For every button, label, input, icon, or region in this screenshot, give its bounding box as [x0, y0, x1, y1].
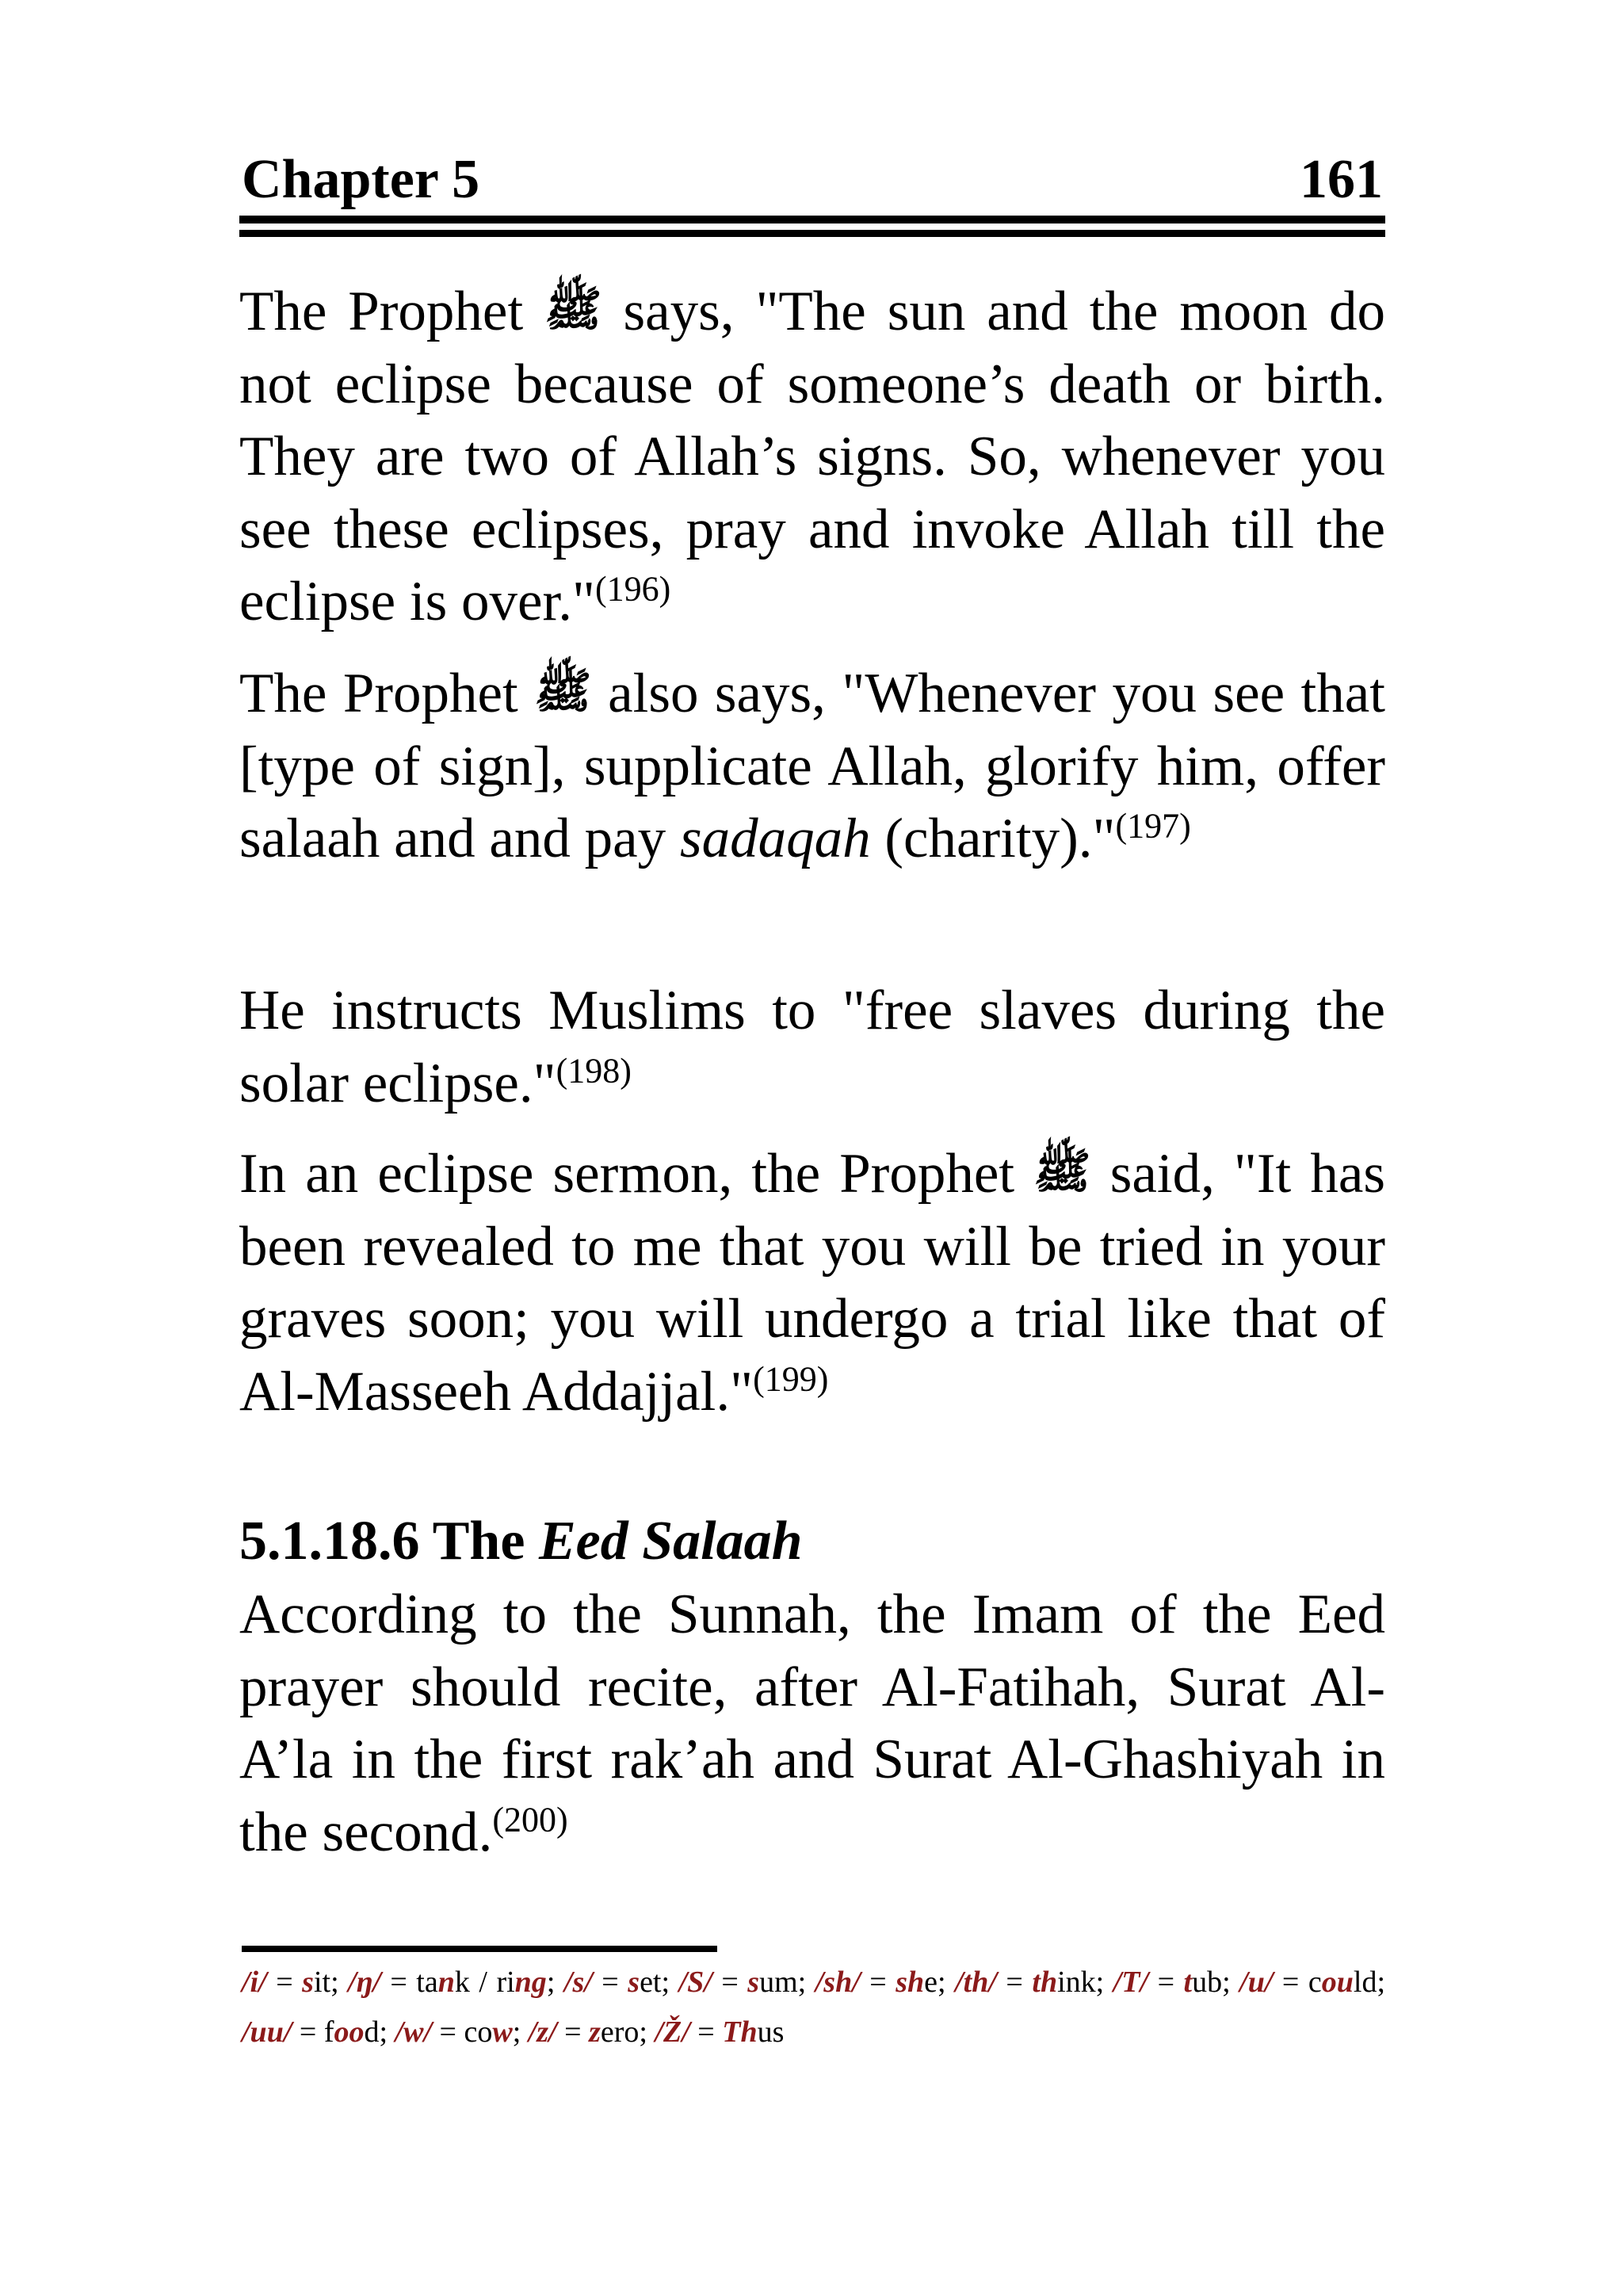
transliteration-entry: /sh/ = she; [815, 1966, 946, 1999]
phoneme-symbol: /th/ [955, 1966, 997, 1999]
p1-text-b: says, "The sun and the moon do not eclipse because of someone’s death or birth. They are two of Allah’s signs. So, whenever you see these eclipses, pray and invoke Allah till the eclipse is over." [239, 281, 1385, 632]
phoneme-symbol: /s/ [563, 1966, 593, 1999]
example-text: us [757, 2015, 785, 2049]
example-highlight: th [1032, 1966, 1058, 1999]
transliteration-key [242, 1958, 1385, 2057]
transliteration-entry: /th/ = think; [955, 1966, 1105, 1999]
phoneme-symbol: /w/ [395, 2015, 433, 2049]
example-highlight: s [628, 1966, 640, 1999]
example-text: co [464, 2015, 493, 2049]
example-text: e; [924, 1966, 946, 1999]
transliteration-entry: /z/ = zero; [528, 2015, 647, 2049]
header-rule-bottom [239, 230, 1385, 237]
footnote-rule [242, 1946, 717, 1952]
transliteration-entry: /w/ = cow; [395, 2015, 521, 2049]
example-highlight: n [437, 1966, 455, 1999]
transliteration-entry: /Ž/ = Thus [655, 2015, 785, 2049]
example-highlight: ou [1321, 1966, 1354, 1999]
paragraph-4 [239, 1138, 1385, 1428]
example-text: k / ri [454, 1966, 515, 1999]
section-number: 5.1.18.6 The [239, 1511, 525, 1572]
example-highlight: sh [896, 1966, 925, 1999]
footnote-ref-200: (200) [492, 1799, 568, 1839]
p5-text: According to the Sunnah, the Imam of the Eed prayer should recite, after Al-Fatihah, Surat Al-A’la in the first rak’ah and Surat Al-Ghashiyah in the second. [239, 1584, 1385, 1863]
p2-text-c: (charity)." [884, 808, 1116, 869]
salutation-glyph-icon: ﷺ [544, 283, 602, 335]
example-text: ld; [1353, 1966, 1386, 1999]
paragraph-1 [239, 276, 1385, 639]
p3-text: He instructs Muslims to "free slaves during the solar eclipse." [239, 980, 1385, 1114]
example-highlight: z [589, 2015, 601, 2049]
phoneme-symbol: /i/ [242, 1966, 267, 1999]
phoneme-symbol: /z/ [528, 2015, 557, 2049]
transliteration-entry: /s/ = set; [563, 1966, 670, 1999]
example-highlight: s [302, 1966, 314, 1999]
example-text: ; [512, 2015, 521, 2049]
example-text: t; [322, 1966, 339, 1999]
phoneme-symbol: /u/ [1239, 1966, 1274, 1999]
salutation-glyph-icon: ﷺ [1033, 1145, 1091, 1198]
footnote-ref-199: (199) [753, 1358, 829, 1398]
phoneme-symbol: /T/ [1113, 1966, 1149, 1999]
section-heading [239, 1506, 1385, 1577]
paragraph-5 [239, 1579, 1385, 1869]
example-text: ink; [1057, 1966, 1105, 1999]
chapter-label: Chapter 5 [242, 149, 480, 210]
example-text: d; [364, 2015, 388, 2049]
example-text: ub; [1192, 1966, 1231, 1999]
phoneme-symbol: /ŋ/ [348, 1966, 381, 1999]
example-text: um; [759, 1966, 807, 1999]
transliteration-entry: /i/ = sit; [242, 1966, 339, 1999]
example-text: et; [640, 1966, 670, 1999]
p4-text-b: said, "It has been revealed to me that you will be tried in your graves soon; you will undergo a trial like that of Al-Masseeh Addajjal." [239, 1143, 1386, 1423]
example-highlight: t [1183, 1966, 1193, 1999]
p1-text-a: The Prophet [239, 281, 524, 342]
phoneme-symbol: /uu/ [242, 2015, 292, 2049]
page-number: 161 [1300, 149, 1383, 210]
paragraph-3 [239, 975, 1385, 1120]
transliteration-entry: /S/ = sum; [678, 1966, 807, 1999]
footnote-ref-197: (197) [1115, 806, 1191, 846]
paragraph-2 [239, 658, 1385, 876]
transliteration-entry: /uu/ = food; [242, 2015, 388, 2049]
example-text: ; [546, 1966, 556, 1999]
example-highlight: Th [722, 2015, 758, 2049]
p2-text-a: The Prophet [239, 663, 518, 724]
footnote-ref-196: (196) [594, 569, 671, 609]
example-highlight: w [492, 2015, 513, 2049]
example-highlight: s [747, 1966, 760, 1999]
example-text: ta [416, 1966, 438, 1999]
transliteration-entry: /T/ = tub; [1113, 1966, 1231, 1999]
phoneme-symbol: /Ž/ [655, 2015, 690, 2049]
header-rule-top [239, 216, 1385, 223]
p4-text-a: In an eclipse sermon, the Prophet [239, 1143, 1015, 1205]
transliteration-entry: /ŋ/ = tank / ring; [348, 1966, 556, 1999]
example-text: c [1308, 1966, 1322, 1999]
section-title: Eed Salaah [538, 1511, 803, 1572]
running-header [242, 144, 1383, 208]
example-highlight: oo [334, 2015, 365, 2049]
transliteration-entry: /u/ = could; [1239, 1966, 1386, 1999]
example-highlight: ng [514, 1966, 547, 1999]
example-text: ero; [600, 2015, 647, 2049]
phoneme-symbol: /S/ [678, 1966, 712, 1999]
p2-text-b: also says, "Whenever you see that [type of sign], supplicate Allah, glorify him, offer salaah and and pay [239, 663, 1386, 869]
salutation-glyph-icon: ﷺ [534, 665, 592, 717]
example-text: i [313, 1966, 323, 1999]
example-text: f [323, 2015, 334, 2049]
phoneme-symbol: /sh/ [815, 1966, 861, 1999]
p2-italic-term: sadaqah [679, 808, 871, 869]
footnote-ref-198: (198) [556, 1050, 632, 1090]
